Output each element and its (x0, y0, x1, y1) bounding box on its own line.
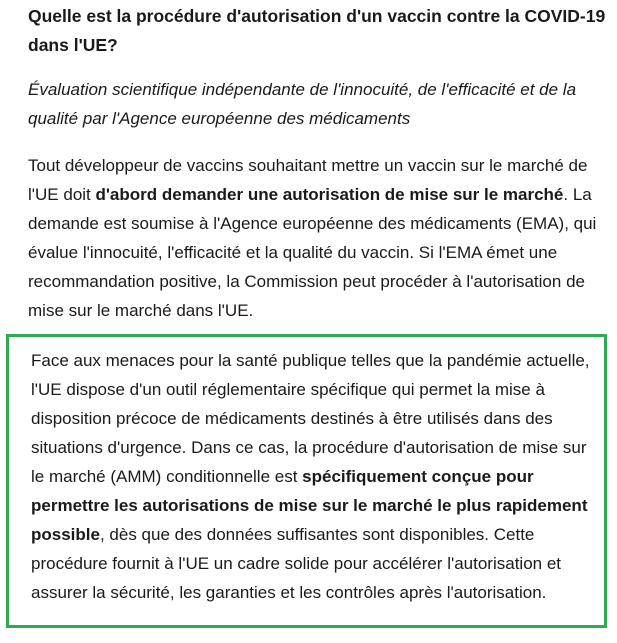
subtitle-text: Évaluation scientifique indépendante de l'innocuité, de l'efficacité et de la qualité par l'Agence européenne des médicaments (28, 80, 577, 128)
highlight-box (6, 334, 607, 628)
paragraph-conditional-text-2: , dès que des données suffisantes sont disponibles. Cette procédure fournit à l'UE un cadre solide pour accélérer l'autorisation et assurer la sécurité, les garanties et les contrôles après l'autorisation. (31, 525, 562, 602)
question-heading: Quelle est la procédure d'autorisation d'un vaccin contre la COVID-19 dans l'UE? (28, 6, 606, 55)
paragraph-authorisation-text-1: Tout développeur de vaccins souhaitant mettre un vaccin sur le marché de l'UE doit (28, 156, 588, 204)
paragraph-authorisation-bold: d'abord demander une autorisation de mise sur le marché (95, 185, 564, 204)
paragraph-authorisation (28, 151, 606, 325)
paragraph-authorisation-text-2: . La demande est soumise à l'Agence européenne des médicaments (EMA), qui évalue l'innocuité, l'efficacité et la qualité du vaccin. Si l'EMA émet une recommandation positive, la Commission peut procéder à l'autorisation de mise sur le marché dans l'UE. (28, 185, 597, 320)
paragraph-conditional-ama (31, 346, 597, 607)
paragraph-conditional-text-1: Face aux menaces pour la santé publique telles que la pandémie actuelle, l'UE dispose d'un outil réglementaire spécifique qui permet la mise à disposition précoce de médicaments destinés à être utilisés dans des situations d'urgence. Dans ce cas, la procédure d'autorisation de mise sur le marché (AMM) conditionnelle est (31, 351, 590, 486)
paragraph-conditional-bold: spécifiquement conçue pour permettre les autorisations de mise sur le marché le plus rapidement possible (31, 467, 588, 544)
